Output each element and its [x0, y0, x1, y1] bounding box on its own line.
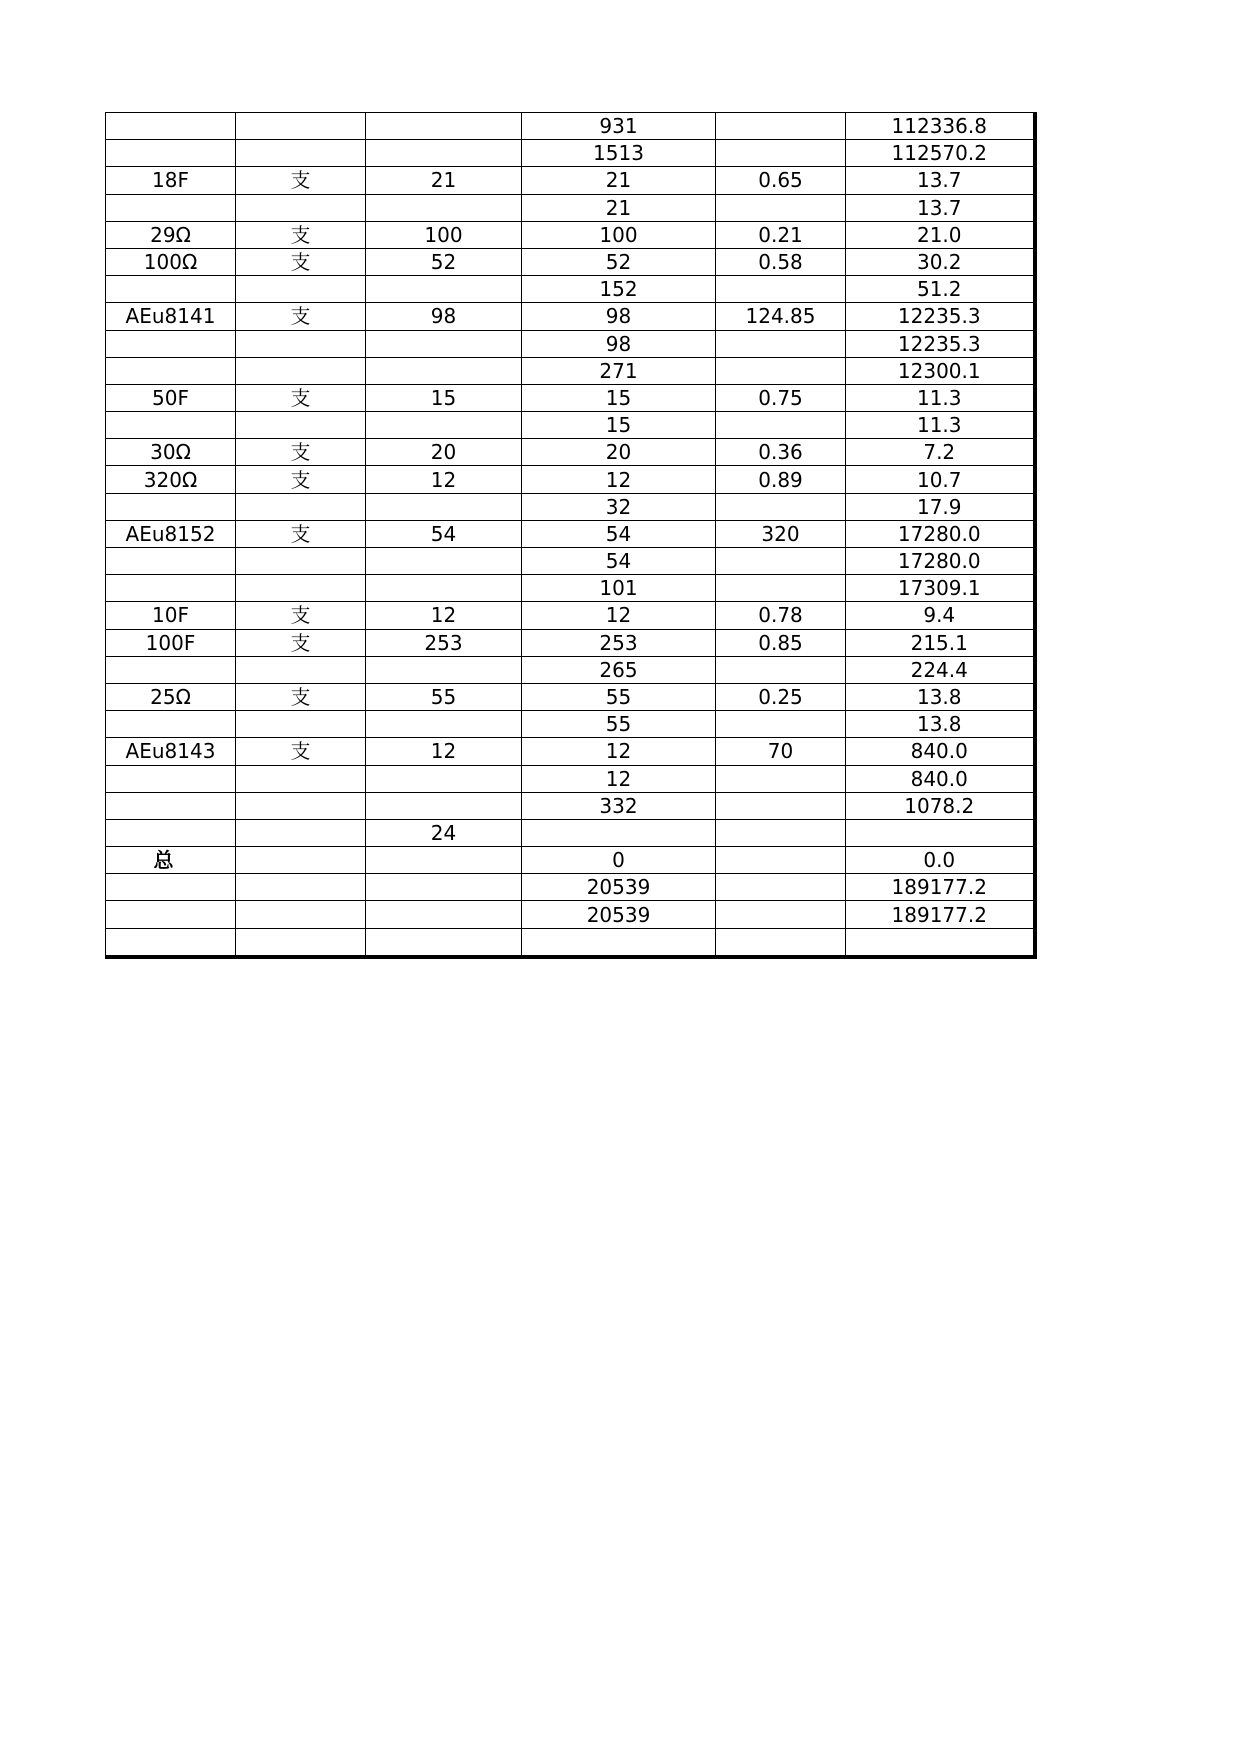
table-cell: 24 [366, 819, 522, 846]
table-cell: 0.21 [716, 221, 846, 248]
table-cell: AEu8143 [106, 738, 236, 765]
table-cell [716, 901, 846, 928]
table-cell: AEu8152 [106, 520, 236, 547]
table-cell: 支 [236, 520, 366, 547]
table-cell [106, 711, 236, 738]
table-cell: 100 [366, 221, 522, 248]
table-row [106, 466, 1035, 493]
table-cell: 840.0 [846, 765, 1035, 792]
table-cell [716, 412, 846, 439]
table-cell [716, 765, 846, 792]
table-cell: 55 [522, 683, 716, 710]
table-cell [106, 357, 236, 384]
table-cell: 21.0 [846, 221, 1035, 248]
table-cell [366, 575, 522, 602]
table-cell: 支 [236, 466, 366, 493]
table-cell [106, 819, 236, 846]
table-row [106, 765, 1035, 792]
table-cell [236, 140, 366, 167]
table-cell: 21 [366, 167, 522, 194]
table-cell [106, 412, 236, 439]
table-cell: 15 [522, 412, 716, 439]
table-cell: 15 [522, 384, 716, 411]
table-row [106, 412, 1035, 439]
table-cell [366, 113, 522, 140]
table-cell: 支 [236, 439, 366, 466]
table-cell [106, 330, 236, 357]
table-cell: 112336.8 [846, 113, 1035, 140]
table-cell: 124.85 [716, 303, 846, 330]
table-cell [716, 656, 846, 683]
table-cell: 20539 [522, 901, 716, 928]
table-cell [716, 819, 846, 846]
table-cell [236, 901, 366, 928]
table-cell [366, 276, 522, 303]
table-cell: 1513 [522, 140, 716, 167]
table-cell [366, 194, 522, 221]
table-cell [106, 765, 236, 792]
table-cell: 21 [522, 167, 716, 194]
table-row [106, 683, 1035, 710]
table-cell: 320 [716, 520, 846, 547]
table-cell: 25Ω [106, 683, 236, 710]
table-cell: 总 [106, 847, 236, 874]
table-cell [366, 847, 522, 874]
table-cell [716, 330, 846, 357]
table-cell: 17.9 [846, 493, 1035, 520]
table-row [106, 738, 1035, 765]
table-cell: 12 [366, 738, 522, 765]
table-cell: 0.75 [716, 384, 846, 411]
table-cell: 13.8 [846, 683, 1035, 710]
table-cell: 152 [522, 276, 716, 303]
table-cell: 189177.2 [846, 874, 1035, 901]
table-cell: 12 [522, 466, 716, 493]
table-cell: 0.78 [716, 602, 846, 629]
table-cell: 支 [236, 629, 366, 656]
table-cell [716, 140, 846, 167]
table-cell [236, 357, 366, 384]
table-row [106, 221, 1035, 248]
table-cell: 224.4 [846, 656, 1035, 683]
table-cell: 13.7 [846, 167, 1035, 194]
table-cell: 11.3 [846, 384, 1035, 411]
table-cell [522, 819, 716, 846]
table-cell [716, 194, 846, 221]
table-cell: 189177.2 [846, 901, 1035, 928]
table-cell [106, 140, 236, 167]
table-cell [236, 276, 366, 303]
table-cell: 0.25 [716, 683, 846, 710]
table-cell: 12 [366, 602, 522, 629]
table-cell: 112570.2 [846, 140, 1035, 167]
table-cell [366, 140, 522, 167]
table-row [106, 520, 1035, 547]
table-cell: 100Ω [106, 248, 236, 275]
table-cell [106, 575, 236, 602]
table-cell: 0.85 [716, 629, 846, 656]
table-cell [236, 792, 366, 819]
table-cell [106, 792, 236, 819]
table-cell: 32 [522, 493, 716, 520]
table-cell [716, 874, 846, 901]
table-cell: 70 [716, 738, 846, 765]
table-cell: 52 [366, 248, 522, 275]
table-cell: 12 [366, 466, 522, 493]
table-cell: 支 [236, 602, 366, 629]
table-cell [716, 276, 846, 303]
table-cell: 12 [522, 602, 716, 629]
table-cell [236, 330, 366, 357]
table-cell: 30Ω [106, 439, 236, 466]
table-cell [366, 656, 522, 683]
table-cell [106, 928, 236, 957]
table-cell [522, 928, 716, 957]
table-cell: 10F [106, 602, 236, 629]
table-cell [366, 711, 522, 738]
table-row [106, 248, 1035, 275]
table-row [106, 792, 1035, 819]
table-cell: 101 [522, 575, 716, 602]
table-row [106, 819, 1035, 846]
table-row [106, 303, 1035, 330]
table-cell: 17309.1 [846, 575, 1035, 602]
table-cell [236, 412, 366, 439]
table-cell [236, 819, 366, 846]
table-cell: 100F [106, 629, 236, 656]
table-cell [366, 493, 522, 520]
table-row [106, 330, 1035, 357]
table-cell [716, 928, 846, 957]
table-cell: 0.65 [716, 167, 846, 194]
table-cell: 支 [236, 738, 366, 765]
table-body [106, 113, 1035, 957]
table-cell [716, 357, 846, 384]
table-cell [366, 928, 522, 957]
table-cell [366, 874, 522, 901]
table-cell: 支 [236, 248, 366, 275]
table-row [106, 928, 1035, 957]
table-cell [236, 765, 366, 792]
table-cell [716, 548, 846, 575]
table-cell: 11.3 [846, 412, 1035, 439]
table-cell: 20539 [522, 874, 716, 901]
table-cell: 55 [522, 711, 716, 738]
table-cell: 支 [236, 221, 366, 248]
table-cell: 支 [236, 167, 366, 194]
table-cell: 30.2 [846, 248, 1035, 275]
table-cell: 12 [522, 765, 716, 792]
table-row [106, 629, 1035, 656]
table-cell: 52 [522, 248, 716, 275]
table-cell: 1078.2 [846, 792, 1035, 819]
table-cell [236, 113, 366, 140]
table-cell [846, 928, 1035, 957]
table-cell: 12235.3 [846, 303, 1035, 330]
table-cell: 253 [366, 629, 522, 656]
table-cell [236, 194, 366, 221]
table-cell [236, 575, 366, 602]
table-cell [106, 493, 236, 520]
table-row [106, 847, 1035, 874]
table-cell [236, 711, 366, 738]
table-cell [366, 330, 522, 357]
table-row [106, 439, 1035, 466]
table-cell: 100 [522, 221, 716, 248]
table-cell [236, 656, 366, 683]
table-row [106, 384, 1035, 411]
table-cell [236, 493, 366, 520]
table-cell [716, 493, 846, 520]
table-row [106, 656, 1035, 683]
table-cell: 20 [366, 439, 522, 466]
table-cell: 0.89 [716, 466, 846, 493]
table-cell [716, 792, 846, 819]
table-cell [106, 901, 236, 928]
table-cell: 54 [522, 548, 716, 575]
table-row [106, 901, 1035, 928]
table-cell: 支 [236, 683, 366, 710]
table-cell: 29Ω [106, 221, 236, 248]
table-cell [366, 357, 522, 384]
table-cell: 931 [522, 113, 716, 140]
table-cell [366, 548, 522, 575]
table-row [106, 711, 1035, 738]
table-cell: 50F [106, 384, 236, 411]
table-cell: AEu8141 [106, 303, 236, 330]
table-cell: 21 [522, 194, 716, 221]
table-cell: 271 [522, 357, 716, 384]
table-cell [236, 847, 366, 874]
table-cell: 320Ω [106, 466, 236, 493]
table-cell [366, 901, 522, 928]
table-row [106, 575, 1035, 602]
table-cell: 98 [522, 330, 716, 357]
table-row [106, 493, 1035, 520]
table-row [106, 113, 1035, 140]
table-cell: 18F [106, 167, 236, 194]
table-cell [366, 765, 522, 792]
table-row [106, 874, 1035, 901]
table-cell [106, 874, 236, 901]
table-cell: 10.7 [846, 466, 1035, 493]
table-cell: 215.1 [846, 629, 1035, 656]
table-row [106, 602, 1035, 629]
table-cell [716, 113, 846, 140]
table-cell: 12300.1 [846, 357, 1035, 384]
table-cell: 55 [366, 683, 522, 710]
table-cell [716, 711, 846, 738]
table-row [106, 140, 1035, 167]
table-cell: 840.0 [846, 738, 1035, 765]
table-cell: 0.0 [846, 847, 1035, 874]
table-cell [106, 548, 236, 575]
table-cell: 0.36 [716, 439, 846, 466]
table-cell: 12 [522, 738, 716, 765]
table-cell [106, 276, 236, 303]
table-row [106, 194, 1035, 221]
table-cell: 12235.3 [846, 330, 1035, 357]
table-cell: 253 [522, 629, 716, 656]
table-cell: 17280.0 [846, 548, 1035, 575]
table-cell: 54 [366, 520, 522, 547]
table-cell [236, 548, 366, 575]
table-cell: 9.4 [846, 602, 1035, 629]
table-cell: 0 [522, 847, 716, 874]
table-cell: 17280.0 [846, 520, 1035, 547]
table-cell: 98 [366, 303, 522, 330]
table-cell: 20 [522, 439, 716, 466]
table-cell: 支 [236, 384, 366, 411]
table-cell [236, 874, 366, 901]
table-row [106, 276, 1035, 303]
table-cell [716, 847, 846, 874]
table-cell: 51.2 [846, 276, 1035, 303]
table-cell: 15 [366, 384, 522, 411]
table-cell: 支 [236, 303, 366, 330]
table-cell [366, 792, 522, 819]
spreadsheet-table [105, 112, 1037, 959]
table-cell [366, 412, 522, 439]
table-cell: 54 [522, 520, 716, 547]
table-cell: 332 [522, 792, 716, 819]
table-cell [106, 113, 236, 140]
table-cell: 13.8 [846, 711, 1035, 738]
table-row [106, 357, 1035, 384]
table-cell: 0.58 [716, 248, 846, 275]
table-row [106, 167, 1035, 194]
table-cell [716, 575, 846, 602]
table-cell: 7.2 [846, 439, 1035, 466]
table-cell: 265 [522, 656, 716, 683]
table-cell [846, 819, 1035, 846]
table-cell: 98 [522, 303, 716, 330]
table-cell [106, 194, 236, 221]
table-row [106, 548, 1035, 575]
table-cell [106, 656, 236, 683]
table-cell [236, 928, 366, 957]
table-cell: 13.7 [846, 194, 1035, 221]
